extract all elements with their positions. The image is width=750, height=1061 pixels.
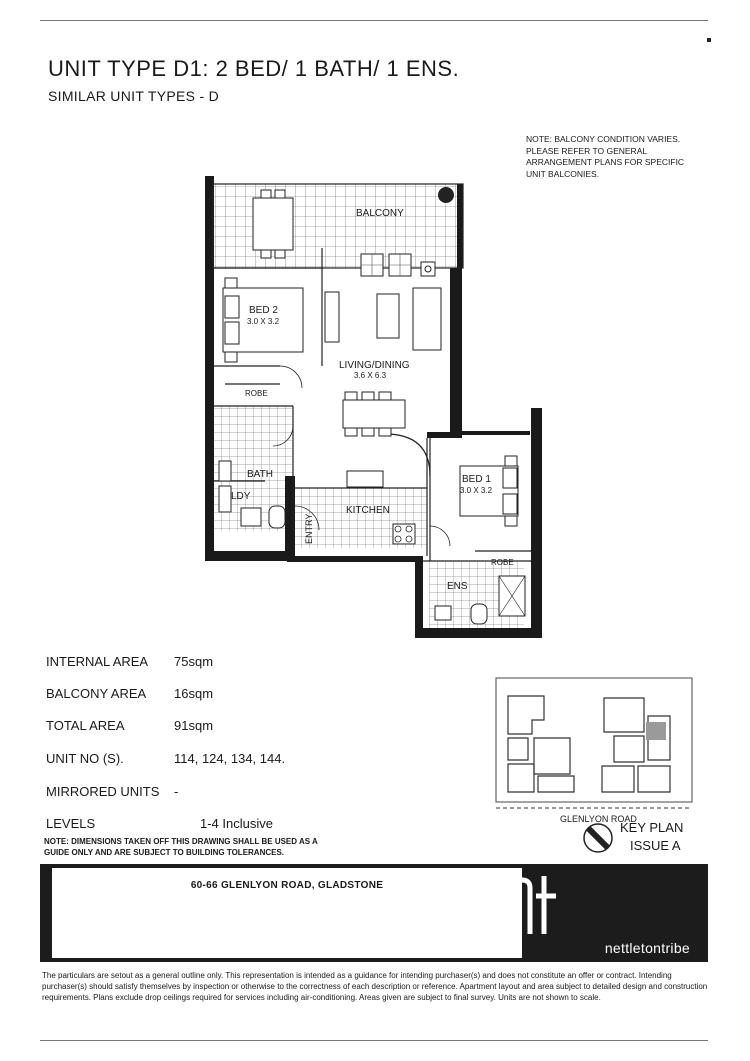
balcony-column <box>438 187 454 203</box>
top-rule <box>40 20 708 21</box>
label-living-dim: 3.6 X 6.3 <box>354 371 387 380</box>
bottom-rule <box>40 1040 708 1041</box>
page-title: UNIT TYPE D1: 2 BED/ 1 BATH/ 1 ENS. <box>48 56 460 81</box>
page-marker <box>707 38 711 42</box>
spec-value: 91sqm <box>174 718 214 733</box>
label-entry: ENTRY <box>304 513 314 544</box>
spec-label: BALCONY AREA <box>46 686 147 701</box>
brand-name: nettletontribe <box>604 940 690 956</box>
key-plan-issue: ISSUE A <box>630 838 681 853</box>
nettletontribe-logo <box>500 874 580 936</box>
key-plan-road: GLENLYON ROAD <box>560 814 637 824</box>
project-address: 60-66 GLENLYON ROAD, GLADSTONE <box>190 880 384 891</box>
balcony-note: NOTE: BALCONY CONDITION VARIES. PLEASE REFER TO GENERAL ARRANGEMENT PLANS FOR SPECIFIC UNIT BALCONIES. <box>526 134 685 179</box>
disclaimer: The particulars are setout as a general outline only. This representation is intended as a guidance for intending purchaser(s) and does not constitute an offer or contract. Intending purchaser(s) should satisfy themselves by inspection or otherwise to the correctness of each description or reference. Apartment layout and area subject to detailed design and construction requirements. Plans exclude drop ceilings required for services including air-conditioning. Areas given are subject to final survey. Units are not shown to scale. <box>42 971 708 1002</box>
label-robe2: ROBE <box>491 558 514 567</box>
spec-label: INTERNAL AREA <box>46 654 149 669</box>
balcony-furniture <box>253 190 293 258</box>
balcony-floor <box>213 184 463 268</box>
label-bed1-dim: 3.0 X 3.2 <box>460 486 493 495</box>
label-balcony: BALCONY <box>356 208 404 219</box>
floor-plan <box>205 176 550 638</box>
north-icon <box>584 824 612 852</box>
key-plan <box>494 676 694 856</box>
banner-address-panel <box>52 868 522 958</box>
label-bed2: BED 2 <box>249 305 278 316</box>
spec-label: MIRRORED UNITS <box>46 784 160 799</box>
page-subtitle: SIMILAR UNIT TYPES - D <box>48 88 220 104</box>
living-furniture <box>325 254 441 436</box>
dimension-note: NOTE: DIMENSIONS TAKEN OFF THIS DRAWING SHALL BE USED AS A GUIDE ONLY AND ARE SUBJECT TO BUILDING TOLERANCES. <box>44 837 318 857</box>
label-bath: BATH <box>247 469 273 480</box>
living-curve <box>385 434 430 476</box>
key-plan-label: KEY PLAN <box>620 820 684 835</box>
spec-value: 16sqm <box>174 686 214 701</box>
label-bed1: BED 1 <box>462 474 491 485</box>
spec-label: UNIT NO (S). <box>46 751 124 766</box>
label-robe1: ROBE <box>245 389 268 398</box>
spec-value: - <box>174 784 179 799</box>
spec-value: 1-4 Inclusive <box>200 816 273 831</box>
spec-value: 75sqm <box>174 654 214 669</box>
label-ens: ENS <box>447 581 468 592</box>
label-living: LIVING/DINING <box>339 360 410 371</box>
spec-label: TOTAL AREA <box>46 718 125 733</box>
key-plan-highlight <box>646 722 666 740</box>
footer-banner <box>40 864 708 962</box>
spec-label: LEVELS <box>46 816 96 831</box>
label-ldy: LDY <box>231 491 251 502</box>
spec-value: 114, 124, 134, 144. <box>174 751 286 766</box>
label-kitchen: KITCHEN <box>346 505 390 516</box>
label-bed2-dim: 3.0 X 3.2 <box>247 317 280 326</box>
